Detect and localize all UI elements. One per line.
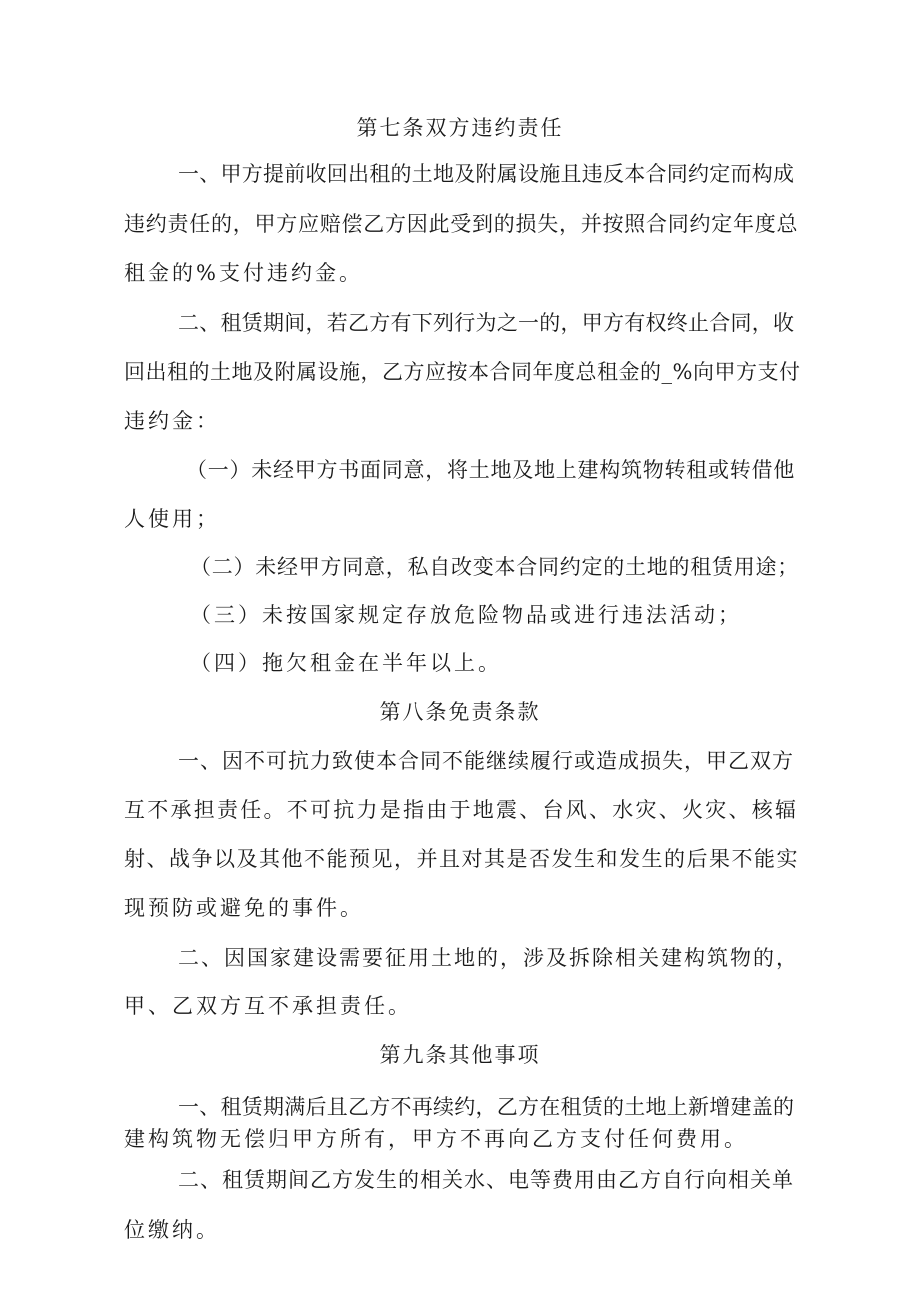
article7-item4: （四）拖欠租金在半年以上。: [190, 651, 502, 675]
article8-para2-line2: 甲、乙双方互不承担责任。: [124, 994, 412, 1018]
article9-para1-line1: 一、租赁期满后且乙方不再续约，乙方在租赁的土地上新增建盖的: [178, 1095, 795, 1119]
article9-title: 第九条其他事项: [379, 1043, 541, 1067]
article7-para1-line1: 一、甲方提前收回出租的土地及附属设施且违反本合同约定而构成: [178, 162, 795, 186]
article8-para1-line3: 射、战争以及其他不能预见，并且对其是否发生和发生的后果不能实: [124, 847, 799, 871]
article8-title: 第八条免责条款: [379, 700, 541, 724]
article7-para1-line2: 违约责任的，甲方应赔偿乙方因此受到的损失，并按照合同约定年度总: [124, 212, 799, 236]
article7-para2-line3: 违约金：: [124, 409, 220, 433]
article9-para2-line1: 二、租赁期间乙方发生的相关水、电等费用由乙方自行向相关单: [178, 1168, 794, 1192]
article8-para1-line1: 一、因不可抗力致使本合同不能继续履行或造成损失，甲乙双方: [178, 749, 794, 773]
article7-item1-line1: （一）未经甲方书面同意，将土地及地上建构筑物转租或转借他: [186, 458, 795, 482]
article9-para1-line2: 建构筑物无偿归甲方所有，甲方不再向乙方支付任何费用。: [124, 1127, 748, 1151]
article7-para2-line2: 回出租的土地及附属设施，乙方应按本合同年度总租金的_%向甲方支付: [124, 360, 801, 384]
article7-item3: （三）未按国家规定存放危险物品或进行违法活动；: [190, 603, 742, 627]
article8-para1-line4: 现预防或避免的事件。: [124, 896, 364, 920]
article8-para2-line1: 二、因国家建设需要征用土地的，涉及拆除相关建构筑物的，: [178, 946, 799, 970]
article7-para1-line3: 租金的%支付违约金。: [124, 261, 363, 285]
article7-item1-line2: 人使用；: [124, 507, 220, 531]
article7-para2-line1: 二、租赁期间，若乙方有下列行为之一的，甲方有权终止合同，收: [178, 311, 795, 335]
article7-item2: （二）未经甲方同意，私自改变本合同约定的土地的租赁用途；: [190, 555, 799, 579]
article9-para2-line2: 位缴纳。: [124, 1218, 220, 1242]
article8-para1-line2: 互不承担责任。不可抗力是指由于地震、台风、水灾、火灾、核辐: [124, 798, 799, 822]
article7-title: 第七条双方违约责任: [356, 116, 564, 140]
